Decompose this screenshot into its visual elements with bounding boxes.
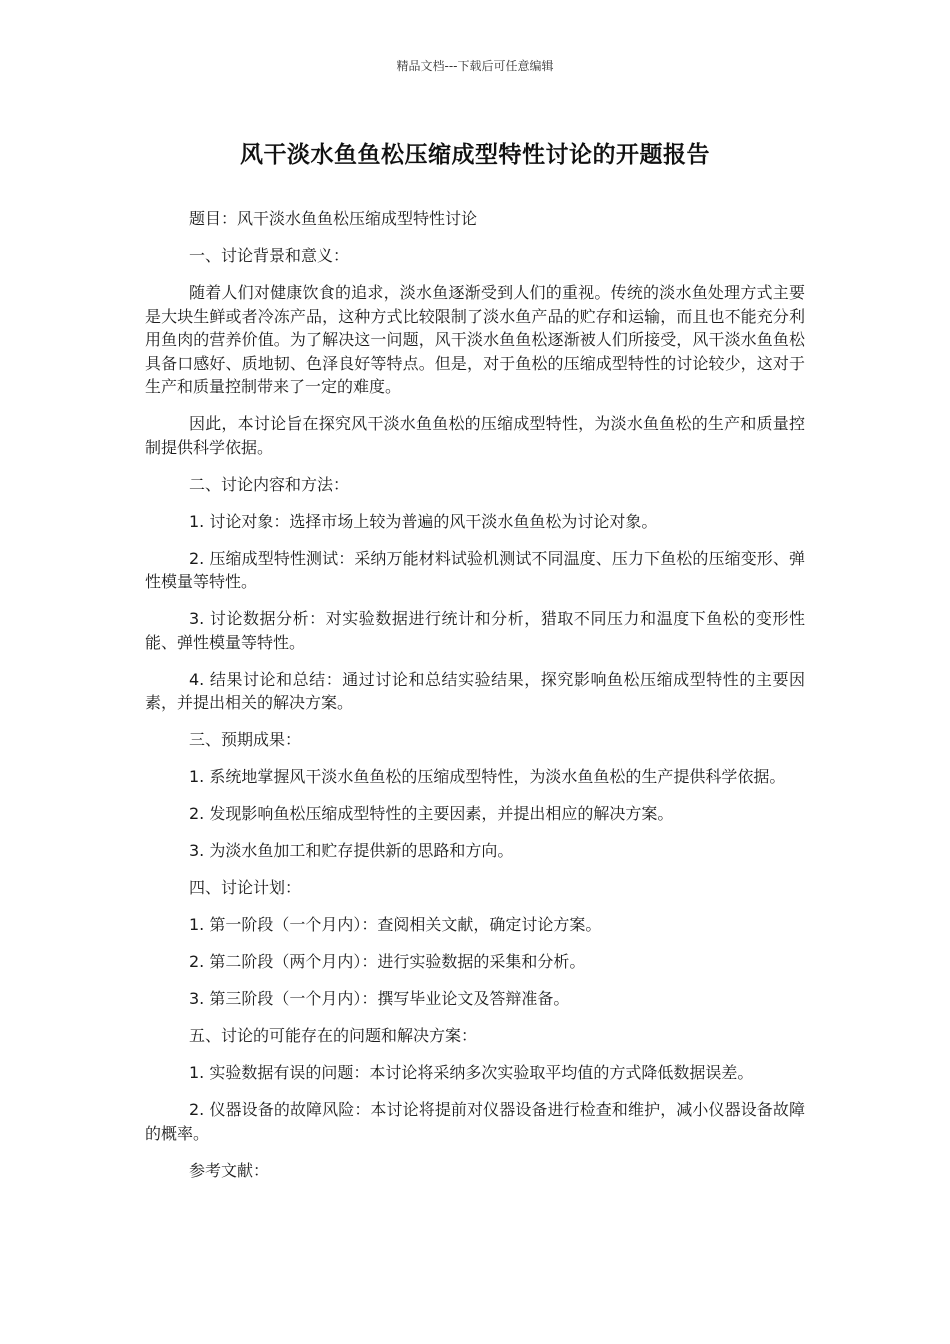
document-body	[145, 207, 805, 1196]
list-item-outcome-2: 2. 发现影响鱼松压缩成型特性的主要因素，并提出相应的解决方案。	[189, 804, 674, 823]
paragraph-purpose: 因此，本讨论旨在探究风干淡水鱼鱼松的压缩成型特性，为淡水鱼鱼松的生产和质量控制提供科学依据。	[145, 414, 805, 457]
list-item-method-4: 4. 结果讨论和总结：通过讨论和总结实验结果，探究影响鱼松压缩成型特性的主要因素，并提出相关的解决方案。	[145, 669, 805, 712]
section-heading-references: 参考文献：	[189, 1160, 270, 1180]
document-title: 风干淡水鱼鱼松压缩成型特性讨论的开题报告	[240, 142, 710, 168]
section-heading-background: 一、讨论背景和意义：	[189, 246, 350, 265]
list-item-method-1: 1. 讨论对象：选择市场上较为普遍的风干淡水鱼鱼松为讨论对象。	[189, 511, 658, 531]
list-item-outcome-3: 3. 为淡水鱼加工和贮存提供新的思路和方向。	[189, 841, 514, 860]
topic-line: 题目：风干淡水鱼鱼松压缩成型特性讨论	[189, 209, 478, 228]
list-item-plan-2: 2. 第二阶段（两个月内）：进行实验数据的采集和分析。	[189, 952, 586, 971]
list-item-outcome-1: 1. 系统地掌握风干淡水鱼鱼松的压缩成型特性，为淡水鱼鱼松的生产提供科学依据。	[189, 767, 786, 786]
header-note: 精品文档---下载后可任意编辑	[396, 59, 554, 73]
list-item-method-2: 2. 压缩成型特性测试：采纳万能材料试验机测试不同温度、压力下鱼松的压缩变形、弹性模量等特性。	[145, 548, 805, 591]
section-heading-outcomes: 三、预期成果：	[189, 730, 302, 749]
section-heading-methods: 二、讨论内容和方法：	[189, 474, 350, 494]
section-heading-plan: 四、讨论计划：	[189, 878, 302, 897]
paragraph-background: 随着人们对健康饮食的追求，淡水鱼逐渐受到人们的重视。传统的淡水鱼处理方式主要是大块生鲜或者冷冻产品，这种方式比较限制了淡水鱼产品的贮存和运输，而且也不能充分利用鱼肉的营养价值。为了解决这一问题，风干淡水鱼鱼松逐渐被人们所接受，风干淡水鱼鱼松具备口感好、质地韧、色泽良好等特点。但是，对于鱼松的压缩成型特性的讨论较少，这对于生产和质量控制带来了一定的难度。	[145, 283, 805, 396]
list-item-risk-1: 1. 实验数据有误的问题：本讨论将采纳多次实验取平均值的方式降低数据误差。	[189, 1063, 754, 1082]
list-item-method-3: 3. 讨论数据分析：对实验数据进行统计和分析，猎取不同压力和温度下鱼松的变形性能、弹性模量等特性。	[145, 609, 805, 652]
list-item-plan-3: 3. 第三阶段（一个月内）：撰写毕业论文及答辩准备。	[189, 989, 570, 1008]
section-heading-risks: 五、讨论的可能存在的问题和解决方案：	[189, 1026, 478, 1045]
list-item-risk-2: 2. 仪器设备的故障风险：本讨论将提前对仪器设备进行检查和维护，减小仪器设备故障的概率。	[145, 1100, 805, 1143]
list-item-plan-1: 1. 第一阶段（一个月内）：查阅相关文献，确定讨论方案。	[189, 915, 602, 934]
